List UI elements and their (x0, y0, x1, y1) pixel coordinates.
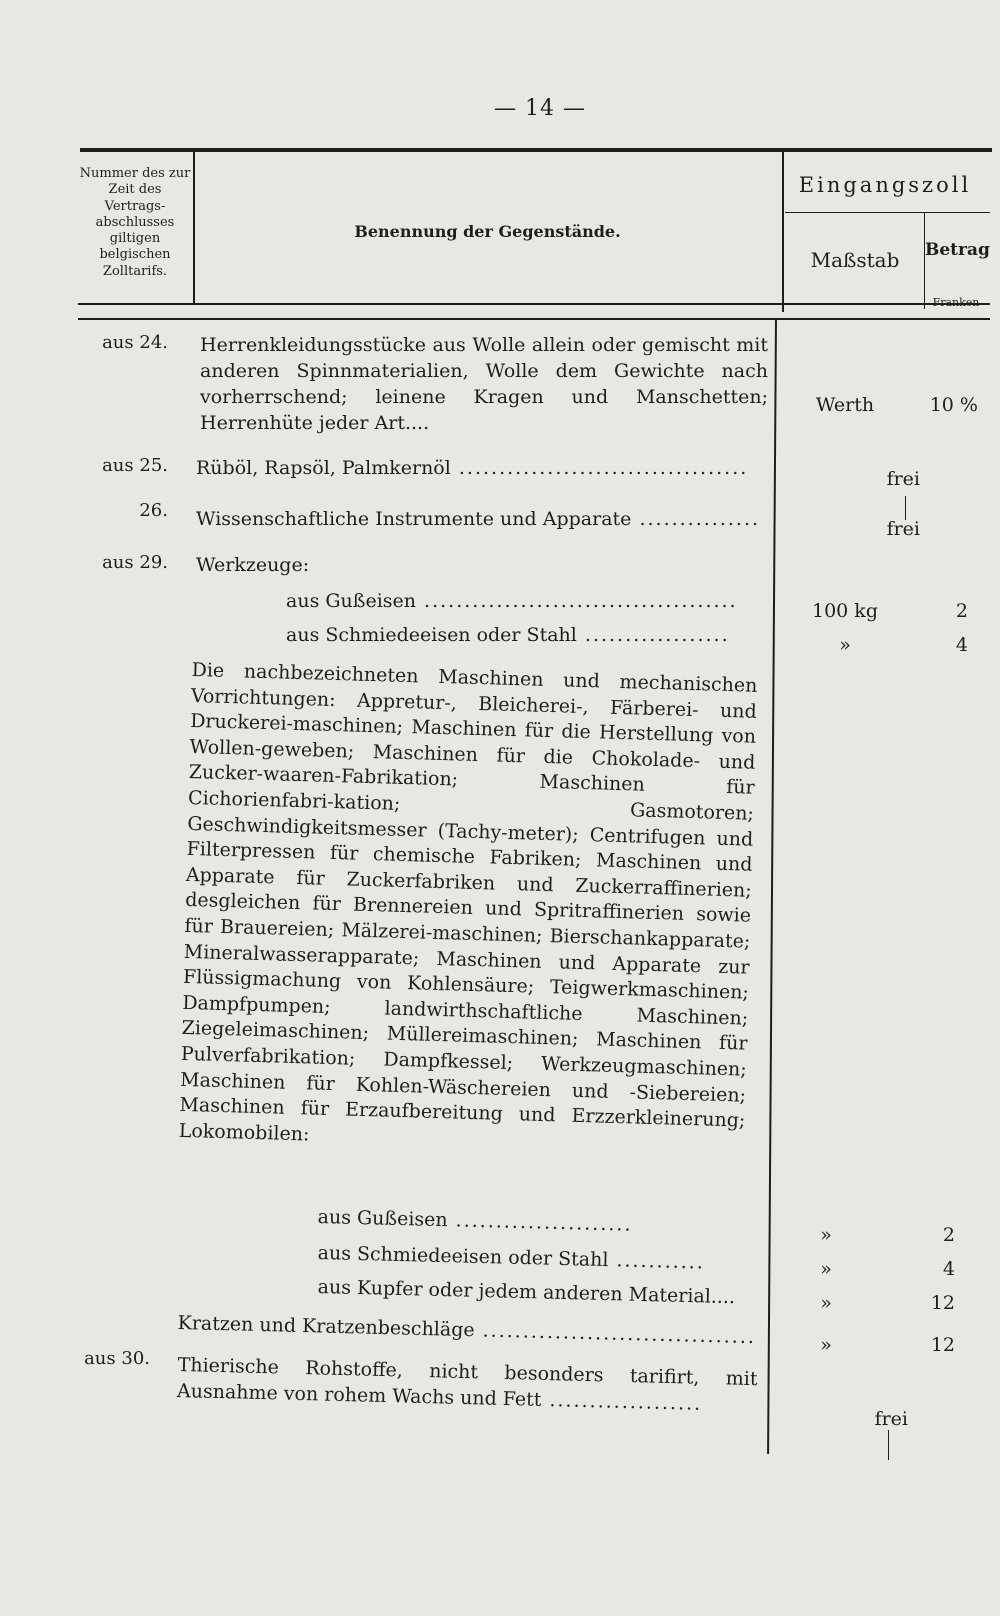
leader-dots: ........... (608, 1249, 706, 1274)
row-amount: 12 (930, 1334, 955, 1356)
row-measure: » (820, 1334, 832, 1356)
row-text-content: aus Kupfer oder jedem anderen Material.... (317, 1275, 736, 1309)
row-text-content: Kratzen und Kratzenbeschläge (177, 1311, 475, 1342)
row-text (317, 1240, 758, 1277)
machines-paragraph: Die nachbezeichneten Maschinen und mechanischen Vorrichtungen: Appretur-, Bleicherei-, Färberei- und Druckerei-maschinen; Maschinen für die Herstellung von Wollen-geweben; Maschinen für die Chokolade- und Zucker-waaren-Fabrikation; Maschinen für Cichorienfabri-kation; Gasmotoren; Geschwindigkeitsmesser (Tachy-meter); Centrifugen und Filterpressen für chemische Fabriken; Maschinen und Apparate für Zuckerfabriken und Zuckerraffinerien; desgleichen für Brennereien und Spritraffinerien sowie für Brauereien; Mälzerei-maschinen; Bierschankapparate; Mineralwasserapparate; Maschinen und Apparate zur Flüssigmachung von Kohlensäure; Teigwerkmaschinen; Dampfpumpen; landwirthschaftliche Maschinen; Ziegeleimaschinen; Müllereimaschinen; Maschinen für Pulverfabrikation; Dampfkessel; Werkzeugmaschinen; Maschinen für Kohlen-Wäschereien und -Siebereien; Maschinen für Erzaufbereitung und Erzzerkleinerung; Lokomobilen: (178, 658, 758, 1146)
header-amount-column: Betrag (925, 240, 990, 260)
row-text (200, 332, 768, 436)
leader-dots: .................................. (474, 1319, 757, 1349)
row-text (317, 1274, 758, 1311)
row-measure: » (820, 1224, 832, 1246)
header-number-column: Nummer des zur Zeit des Vertrags-abschlusses giltigen belgischen Zolltarifs. (79, 166, 191, 279)
header-name-column: Benennung der Gegenstände. (354, 222, 621, 241)
row-measure: » (820, 1292, 832, 1314)
row-measure: 100 kg (812, 600, 878, 622)
row-text (286, 622, 766, 648)
header-currency-label: Franken (932, 296, 980, 309)
leader-dots: ............... (631, 508, 761, 530)
row-amount: frei (886, 518, 920, 540)
row-number: 26. (139, 500, 168, 521)
row-text-content: Rüböl, Rapsöl, Palmkernöl (196, 457, 451, 479)
row-text-content: aus Gußeisen (286, 590, 417, 612)
row-text (177, 1310, 757, 1350)
row-measure: » (820, 1258, 832, 1280)
row-number: aus 24. (102, 332, 168, 353)
row-text (177, 1352, 758, 1418)
leader-dots: ...................... (447, 1209, 633, 1236)
row-amount: 2 (955, 600, 968, 622)
header-rule (78, 303, 990, 305)
row-text-content: aus Gußeisen (317, 1205, 448, 1232)
row-amount: 12 (930, 1292, 955, 1314)
row-amount: 10 % (929, 394, 978, 416)
top-rule (80, 148, 992, 152)
row-number: aus 29. (102, 552, 168, 573)
row-text: Werkzeuge: (196, 554, 310, 576)
header-measure-column: Maßstab (810, 248, 900, 272)
row-amount: 2 (942, 1224, 955, 1246)
row-number: aus 25. (102, 455, 168, 476)
row-measure: » (839, 634, 851, 656)
leader-dots: .................. (576, 624, 730, 646)
row-amount: 4 (942, 1258, 955, 1280)
row-text-content: Wissenschaftliche Instrumente und Apparate (196, 508, 632, 530)
leader-dots: ................... (541, 1388, 703, 1415)
leader-dots: .................................... (450, 457, 749, 479)
leader-dots: ....................................... (416, 590, 738, 612)
row-amount: 4 (955, 634, 968, 656)
row-text-content: Herrenkleidungsstücke aus Wolle allein oder gemischt mit anderen Spinnmaterialien, Wolle dem Gewichte nach vorherrschend; leinene Kragen und Manschetten; Herrenhüte jeder Art.... (200, 334, 768, 434)
column-divider-2-lower (767, 318, 777, 1454)
row-text-content: Thierische Rohstoffe, nicht besonders tarifirt, mit Ausnahme von rohem Wachs und Fett (176, 1353, 758, 1411)
row-text (286, 588, 766, 614)
row-measure: Werth (815, 394, 875, 416)
duty-subrule (785, 212, 990, 213)
header-duty-column: Eingangszoll (798, 173, 972, 197)
column-divider-2 (782, 152, 784, 312)
row-amount: frei (886, 468, 920, 490)
row-text (196, 506, 766, 532)
row-text (317, 1204, 758, 1241)
row-text-content: aus Schmiedeeisen oder Stahl (286, 624, 577, 646)
column-divider-3-bottom (888, 1430, 889, 1460)
row-number: aus 30. (84, 1348, 150, 1369)
column-divider-3-lower (905, 496, 906, 520)
page-number: — 14 — (494, 96, 586, 121)
row-amount: frei (874, 1408, 908, 1430)
row-text (196, 455, 766, 481)
header-rule-lower (78, 318, 990, 320)
row-text-content: aus Schmiedeeisen oder Stahl (317, 1241, 609, 1272)
